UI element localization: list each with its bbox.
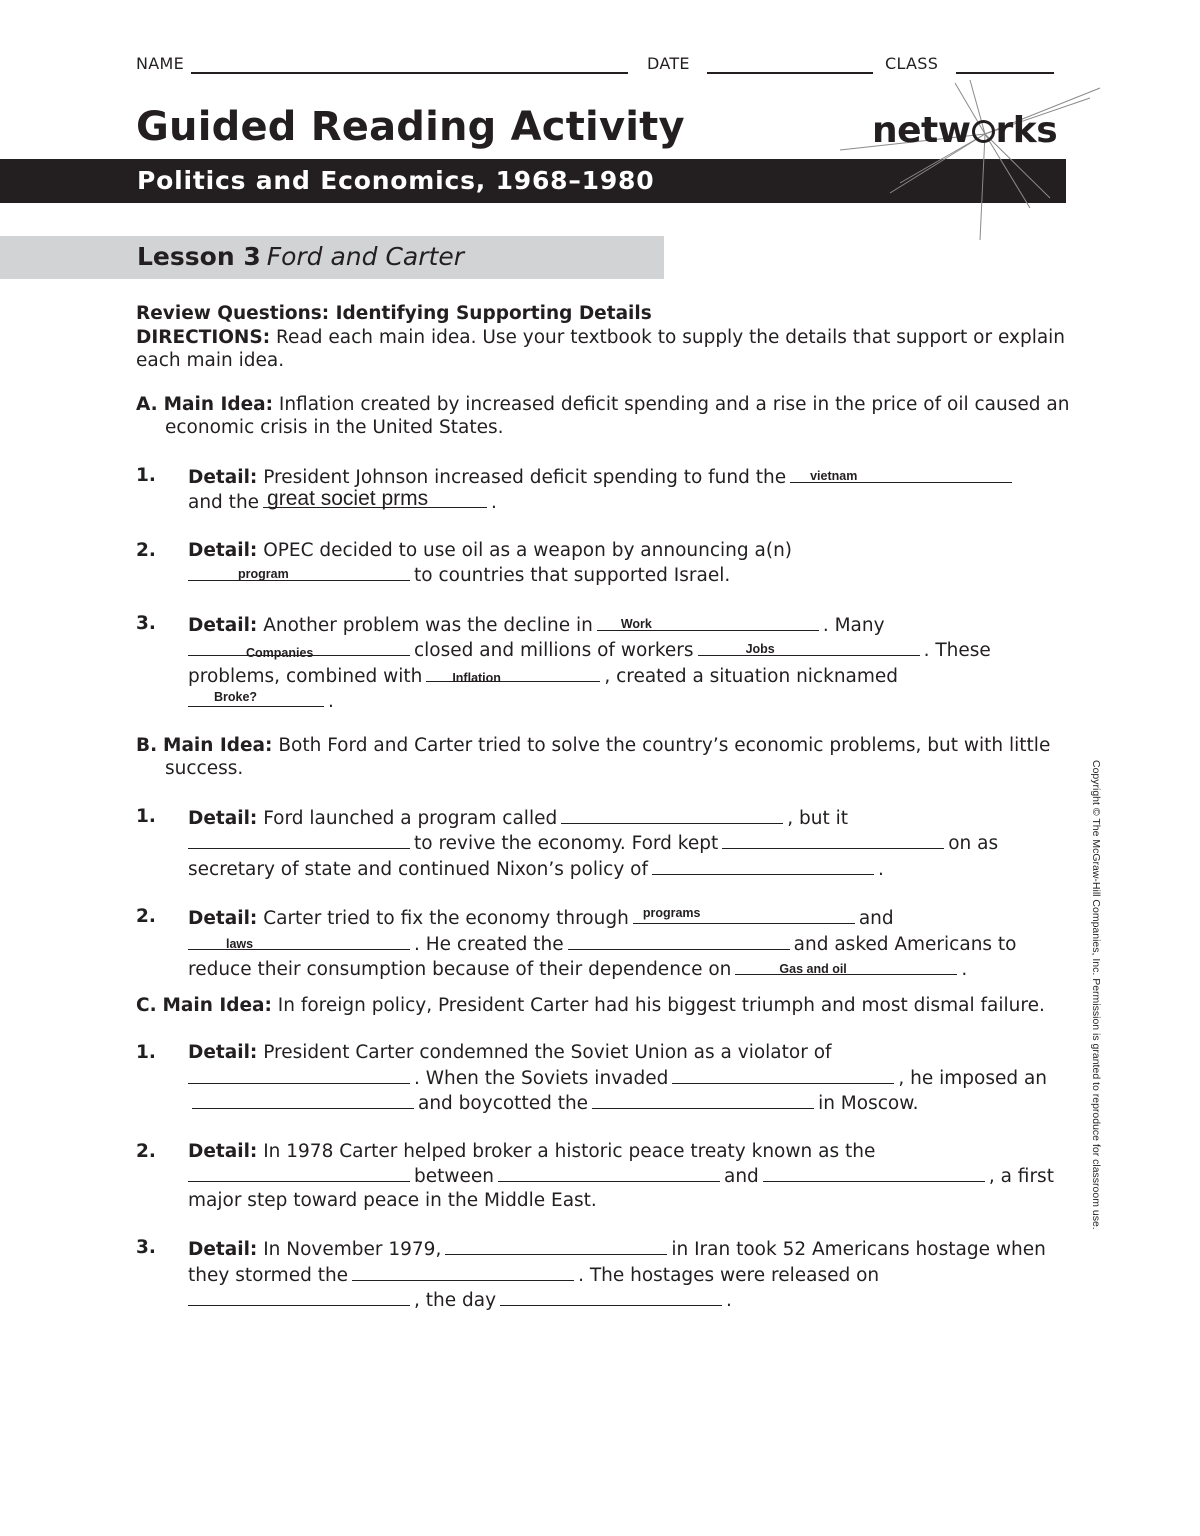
answer-blank[interactable]: vietnam xyxy=(790,464,1012,483)
worksheet-content xyxy=(136,302,1071,1313)
answer-blank[interactable]: Broke? xyxy=(188,688,324,707)
answer-blank[interactable]: laws xyxy=(188,931,410,950)
main-idea-c: C. Main Idea: In foreign policy, President Carter had his biggest triumph and most dismal failure. xyxy=(136,994,1045,1016)
detail-c3: 3. Detail: In November 1979, in Iran took 52 Americans hostage when they stormed the . The hostages were released on , the day . xyxy=(136,1237,1046,1311)
copyright-notice: Copyright © The McGraw-Hill Companies, Inc. Permission is granted to reproduce for classroom use. xyxy=(1090,760,1102,1230)
unit-title: Politics and Economics, 1968–1980 xyxy=(137,166,655,195)
page-title: Guided Reading Activity xyxy=(136,104,685,150)
answer-blank[interactable]: program xyxy=(188,562,410,581)
answer-blank[interactable] xyxy=(652,856,874,875)
answer-blank[interactable]: Jobs xyxy=(698,637,920,656)
answer-blank[interactable] xyxy=(188,1287,410,1306)
lesson-banner xyxy=(0,236,664,279)
detail-b1: 1. Detail: Ford launched a program called , but it to revive the economy. Ford kept on as secretary of state and continued Nixon’s policy of . xyxy=(136,805,999,880)
class-label: CLASS xyxy=(885,54,939,73)
answer-blank[interactable]: Work xyxy=(597,612,819,631)
detail-c2: 2. Detail: In 1978 Carter helped broker a historic peace treaty known as the between and , a first major step toward peace in the Middle East. xyxy=(136,1140,1054,1211)
detail-c1: 1. Detail: President Carter condemned the Soviet Union as a violator of . When the Soviets invaded , he imposed anand boycotted the in Moscow. xyxy=(136,1042,1048,1114)
answer-blank[interactable]: Inflation xyxy=(426,663,600,682)
answer-blank[interactable] xyxy=(722,830,944,849)
date-label: DATE xyxy=(647,54,690,73)
main-idea-b: B. Main Idea: Both Ford and Carter tried to solve the country’s economic problems, but with little success. xyxy=(136,734,1051,779)
name-field[interactable] xyxy=(191,72,628,74)
answer-blank[interactable]: great societ prms xyxy=(263,489,487,508)
answer-blank[interactable] xyxy=(500,1287,722,1306)
detail-a1: 1. Detail: President Johnson increased deficit spending to fund the vietnam and the great societ prms . xyxy=(136,464,1071,515)
name-label: NAME xyxy=(136,54,185,73)
logo-o-circle-icon xyxy=(972,120,995,143)
answer-blank[interactable]: programs xyxy=(633,905,855,924)
detail-a2: 2. Detail: OPEC decided to use oil as a weapon by announcing a(n) program to countries that supported Israel. xyxy=(136,539,793,586)
lesson-number: Lesson 3 xyxy=(137,242,261,271)
answer-blank[interactable] xyxy=(592,1090,814,1109)
directions: DIRECTIONS: Read each main idea. Use your textbook to supply the details that support or explain each main idea. xyxy=(136,326,1066,371)
answer-blank[interactable] xyxy=(445,1236,667,1255)
date-field[interactable] xyxy=(707,72,873,74)
detail-b2: 2. Detail: Carter tried to fix the economy through programs and laws . He created the and asked Americans to reduce their consumption because of their dependence on Gas and oil . xyxy=(136,906,1017,980)
answer-blank[interactable] xyxy=(763,1163,985,1182)
answer-blank[interactable]: Companies xyxy=(188,637,410,656)
main-idea-a: A. Main Idea: Inflation created by increased deficit spending and a rise in the price of oil caused an economic crisis in the United States. xyxy=(136,393,1070,438)
detail-a3: 3. Detail: Another problem was the decline in Work . Many Companies closed and millions of workers Jobs . These problems, combined with Inflation , created a situation nicknamed Broke? . xyxy=(136,612,991,712)
answer-blank[interactable] xyxy=(352,1262,574,1281)
networks-logo: netw rks xyxy=(872,110,1058,151)
answer-blank[interactable]: Gas and oil xyxy=(735,956,957,975)
answer-blank[interactable] xyxy=(188,1065,410,1084)
answer-blank[interactable] xyxy=(188,1163,410,1182)
starburst-graphic xyxy=(830,78,1110,243)
lesson-name: Ford and Carter xyxy=(266,242,464,271)
answer-blank[interactable] xyxy=(498,1163,720,1182)
answer-blank[interactable] xyxy=(192,1090,414,1109)
review-heading: Review Questions: Identifying Supporting Details xyxy=(136,303,652,324)
answer-blank[interactable] xyxy=(188,830,410,849)
class-field[interactable] xyxy=(956,72,1054,74)
answer-blank[interactable] xyxy=(672,1065,894,1084)
answer-blank[interactable] xyxy=(561,805,783,824)
answer-blank[interactable] xyxy=(568,931,790,950)
